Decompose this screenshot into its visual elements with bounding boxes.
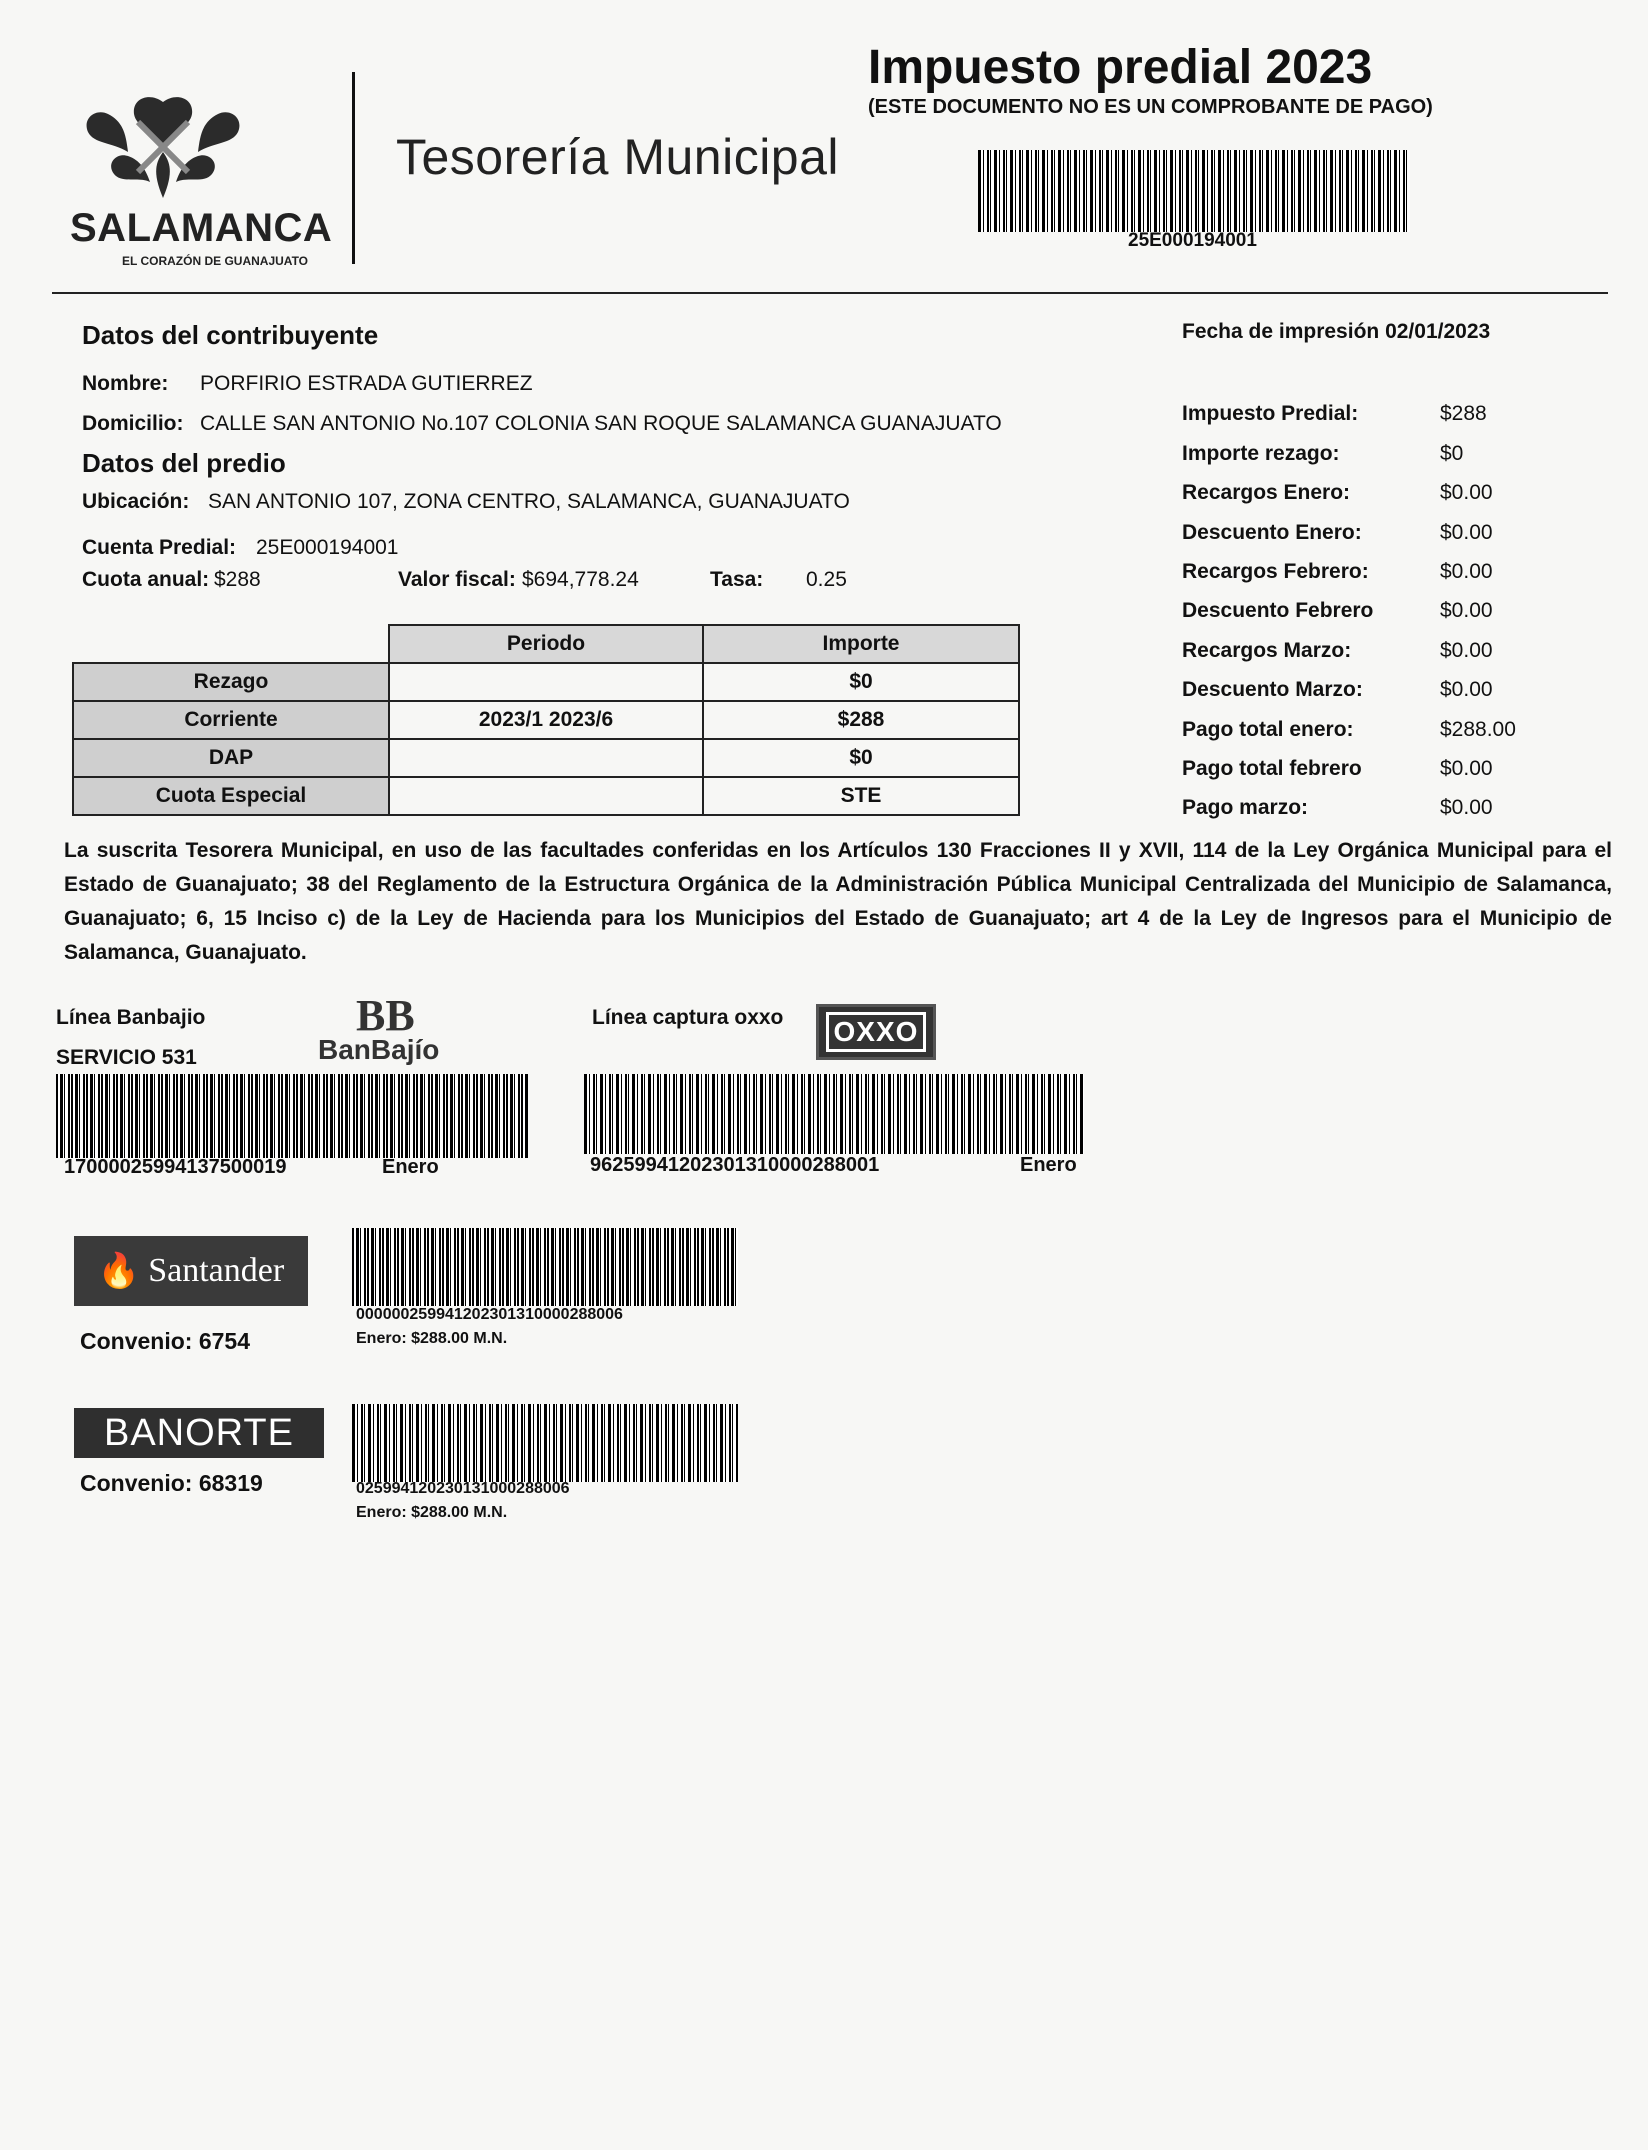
resumen-value: $288 xyxy=(1440,402,1487,425)
legal-text: La suscrita Tesorera Municipal, en uso de las facultades conferidas en los Artículos 130 Fracciones II y XVII, 114 de la Ley Orgánica Municipal para el Estado de Guanajuato; 38 del Reglamento de la Estructura Orgánica de la Administración Pública Municipal Centralizada del Municipio de Salamanca, Guanajuato; 6, 15 Inciso c) de la Ley de Hacienda para los Municipios del Estado de Guanajuato; art 4 de la Ley de Ingresos para el Municipio de Salamanca, Guanajuato. xyxy=(64,839,1612,964)
table-row xyxy=(73,777,1019,815)
santander-logo-text: Santander xyxy=(148,1252,285,1289)
document-subtitle: (ESTE DOCUMENTO NO ES UN COMPROBANTE DE PAGO) xyxy=(868,96,1433,118)
cuenta-label: Cuenta Predial: xyxy=(82,536,237,559)
resumen-label: Descuento Marzo: xyxy=(1182,678,1363,701)
table-cell-periodo xyxy=(389,777,703,815)
banorte-code: 025994120230131000288006 xyxy=(356,1480,570,1497)
valor-fiscal-value: $694,778.24 xyxy=(522,568,639,591)
banbajio-month: Enero xyxy=(382,1156,439,1178)
fecha-impresion xyxy=(1182,320,1490,344)
resumen-label: Pago marzo: xyxy=(1182,796,1309,819)
resumen-value: $0.00 xyxy=(1440,639,1493,662)
ubicacion-value: SAN ANTONIO 107, ZONA CENTRO, SALAMANCA, GUANAJUATO xyxy=(208,490,850,513)
banbajio-logo-name: BanBajío xyxy=(318,1034,440,1065)
resumen-value: $0.00 xyxy=(1440,560,1493,583)
ubicacion-label: Ubicación: xyxy=(82,490,190,513)
table-cell-periodo xyxy=(389,739,703,777)
table-cell-importe: $0 xyxy=(703,663,1019,701)
valor-fiscal-label: Valor fiscal: xyxy=(398,568,516,591)
table-cell-concepto: Rezago xyxy=(73,663,389,701)
table-header-row xyxy=(73,625,1019,663)
banbajio-code: 17000025994137500019 xyxy=(64,1156,287,1178)
banbajio-label: Línea Banbajio xyxy=(56,1006,206,1029)
oxxo-logo-text: OXXO xyxy=(826,1012,927,1052)
santander-logo xyxy=(74,1236,308,1306)
table-cell-importe: $288 xyxy=(703,701,1019,739)
cuenta-value: 25E000194001 xyxy=(256,536,399,559)
banbajio-service: SERVICIO 531 xyxy=(56,1046,197,1069)
resumen-value: $288.00 xyxy=(1440,718,1516,741)
resumen-value: $0.00 xyxy=(1440,521,1493,544)
document-title: Impuesto predial 2023 xyxy=(868,41,1373,94)
fecha-label: Fecha de impresión xyxy=(1182,320,1380,343)
resumen-value: $0 xyxy=(1440,442,1464,465)
resumen-label: Impuesto Predial: xyxy=(1182,402,1359,425)
cuota-label: Cuota anual: xyxy=(82,568,210,591)
santander-amount: Enero: $288.00 M.N. xyxy=(356,1330,508,1347)
table-cell-importe: STE xyxy=(703,777,1019,815)
oxxo-month: Enero xyxy=(1020,1154,1077,1176)
table-cell-concepto: Corriente xyxy=(73,701,389,739)
nombre-value: PORFIRIO ESTRADA GUTIERREZ xyxy=(200,372,533,395)
table-cell-importe: $0 xyxy=(703,739,1019,777)
banorte-logo xyxy=(74,1408,324,1458)
periodo-table xyxy=(72,624,1020,816)
oxxo-logo xyxy=(816,1004,936,1060)
cuota-value: $288 xyxy=(214,568,261,591)
oxxo-barcode xyxy=(584,1074,1084,1154)
oxxo-label: Línea captura oxxo xyxy=(592,1006,784,1029)
banbajio-logo-icon: BB xyxy=(356,991,415,1040)
department-name: Tesorería Municipal xyxy=(396,129,840,185)
table-cell-concepto: Cuota Especial xyxy=(73,777,389,815)
header-rule xyxy=(52,292,1608,294)
resumen-value: $0.00 xyxy=(1440,599,1493,622)
city-name: SALAMANCA xyxy=(70,206,333,250)
banorte-barcode xyxy=(352,1404,738,1482)
account-barcode-number: 25E000194001 xyxy=(1128,230,1257,251)
tasa-value: 0.25 xyxy=(806,568,847,591)
banbajio-barcode xyxy=(56,1074,528,1158)
resumen-label: Descuento Febrero xyxy=(1182,599,1374,622)
salamanca-emblem-icon xyxy=(68,92,258,202)
table-header-blank xyxy=(73,625,389,663)
resumen-value: $0.00 xyxy=(1440,796,1493,819)
table-cell-periodo: 2023/1 2023/6 xyxy=(389,701,703,739)
table-header-periodo: Periodo xyxy=(389,625,703,663)
header-divider xyxy=(352,72,355,264)
banorte-logo-text: BANORTE xyxy=(103,1411,294,1454)
resumen-value: $0.00 xyxy=(1440,678,1493,701)
banorte-amount: Enero: $288.00 M.N. xyxy=(356,1504,508,1521)
domicilio-label: Domicilio: xyxy=(82,412,184,435)
santander-code: 000000259941202301310000288006 xyxy=(356,1306,623,1323)
table-header-importe: Importe xyxy=(703,625,1019,663)
city-tagline: EL CORAZÓN DE GUANAJUATO xyxy=(122,254,309,268)
resumen-label: Descuento Enero: xyxy=(1182,521,1362,544)
account-barcode xyxy=(978,150,1410,232)
contribuyente-section-title: Datos del contribuyente xyxy=(82,320,379,350)
resumen-label: Importe rezago: xyxy=(1182,442,1340,465)
resumen-label: Pago total febrero xyxy=(1182,757,1362,780)
table-row xyxy=(73,739,1019,777)
banorte-convenio: Convenio: 68319 xyxy=(80,1470,263,1496)
nombre-label: Nombre: xyxy=(82,372,169,395)
santander-convenio: Convenio: 6754 xyxy=(80,1328,250,1354)
table-cell-concepto: DAP xyxy=(73,739,389,777)
santander-flame-icon: 🔥 xyxy=(97,1253,141,1290)
fecha-value: 02/01/2023 xyxy=(1385,320,1491,343)
resumen-label: Recargos Febrero: xyxy=(1182,560,1369,583)
resumen-label: Pago total enero: xyxy=(1182,718,1354,741)
resumen-value: $0.00 xyxy=(1440,481,1493,504)
oxxo-code: 96259941202301310000288001 xyxy=(590,1154,880,1176)
santander-barcode xyxy=(352,1228,738,1306)
domicilio-value: CALLE SAN ANTONIO No.107 COLONIA SAN ROQUE SALAMANCA GUANAJUATO xyxy=(200,412,1002,435)
predio-section-title: Datos del predio xyxy=(82,448,286,478)
table-row xyxy=(73,701,1019,739)
tasa-label: Tasa: xyxy=(710,568,764,591)
resumen-value: $0.00 xyxy=(1440,757,1493,780)
table-cell-periodo xyxy=(389,663,703,701)
table-row xyxy=(73,663,1019,701)
resumen-label: Recargos Enero: xyxy=(1182,481,1351,504)
resumen-label: Recargos Marzo: xyxy=(1182,639,1352,662)
